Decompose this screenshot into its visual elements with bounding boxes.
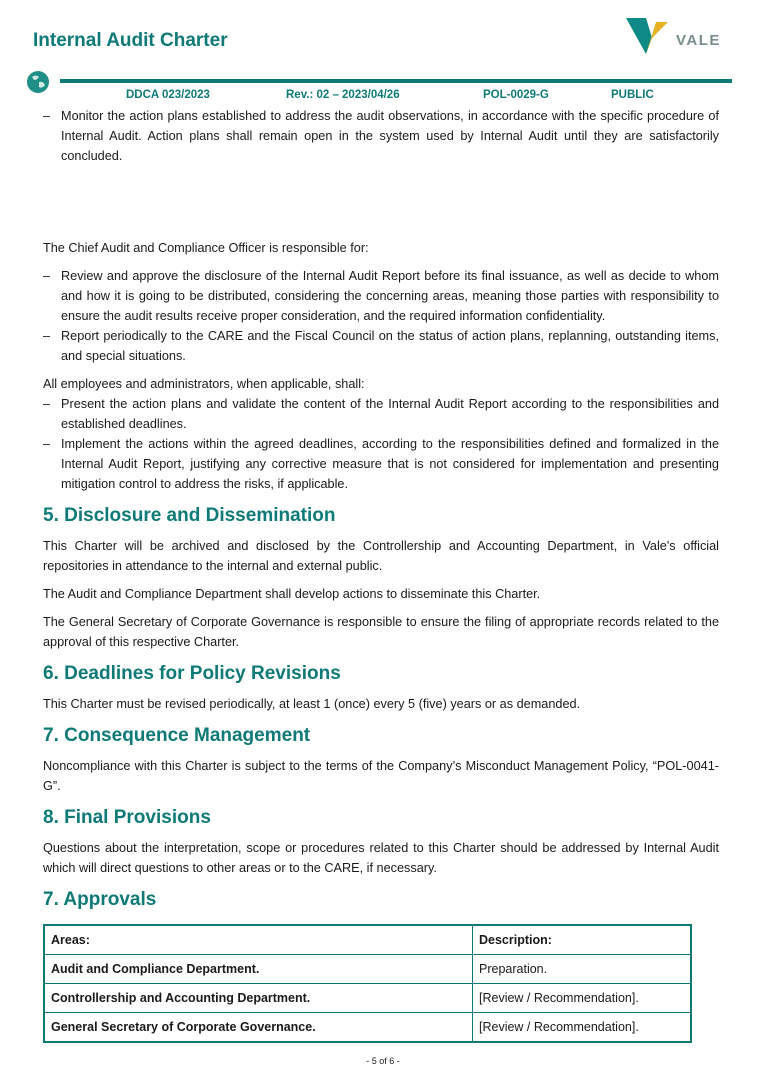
table-header-row (44, 925, 691, 955)
area-cell: General Secretary of Corporate Governance. (44, 1013, 473, 1043)
description-cell: [Review / Recommendation]. (473, 984, 692, 1013)
doc-code: DDCA 023/2023 (126, 89, 210, 101)
list-item: – Present the action plans and validate the content of the Internal Audit Report according to the responsibilities and established deadlines. (43, 394, 719, 434)
classification: PUBLIC (611, 89, 654, 101)
column-header-description: Description: (473, 925, 692, 955)
area-cell: Controllership and Accounting Department. (44, 984, 473, 1013)
revision: Rev.: 02 – 2023/04/26 (286, 89, 400, 101)
table-row (44, 1013, 691, 1043)
paragraph: Questions about the interpretation, scope or procedures related to this Charter should be addressed by Internal Audit which will direct questions to other areas or to the CARE, if necessary. (43, 841, 719, 875)
vale-logo-icon (624, 16, 672, 56)
paragraph: Noncompliance with this Charter is subject to the terms of the Company’s Misconduct Management Policy, “POL-0041-G”. (43, 759, 719, 793)
paragraph: All employees and administrators, when applicable, shall: (43, 377, 365, 391)
section-heading: 5. Disclosure and Dissemination (43, 505, 336, 526)
column-header-areas: Areas: (44, 925, 473, 955)
spacer (43, 174, 719, 238)
page-number: - 5 of 6 - (366, 1056, 400, 1066)
policy-code: POL-0029-G (483, 89, 549, 101)
section-heading: 8. Final Provisions (43, 807, 211, 828)
list-item: – Review and approve the disclosure of the Internal Audit Report before its final issuance, as well as decide to whom and how it is going to be distributed, considering the concerning areas, meaning those parties with responsibility to ensure the audit results receive proper consideration, and the required information confidentiality. (43, 266, 719, 326)
list-employees (43, 394, 719, 494)
paragraph: The Audit and Compliance Department shall develop actions to disseminate this Charter. (43, 587, 541, 601)
table-row (44, 984, 691, 1013)
header-rule (60, 79, 732, 83)
page-content (43, 106, 719, 1043)
vale-logo (624, 16, 724, 56)
list-caco (43, 266, 719, 366)
paragraph: This Charter will be archived and disclosed by the Controllership and Accounting Department, in Vale's official repositories in attendance to the internal and external public. (43, 539, 719, 573)
table-row (44, 955, 691, 984)
section-heading: 7. Approvals (43, 889, 157, 910)
description-cell: Preparation. (473, 955, 692, 984)
list-item: – Report periodically to the CARE and the Fiscal Council on the status of action plans, replanning, outstanding items, and special situations. (43, 326, 719, 366)
paragraph: The Chief Audit and Compliance Officer is responsible for: (43, 241, 369, 255)
description-cell: [Review / Recommendation]. (473, 1013, 692, 1043)
section-heading: 6. Deadlines for Policy Revisions (43, 663, 341, 684)
area-cell: Audit and Compliance Department. (44, 955, 473, 984)
document-title: Internal Audit Charter (33, 30, 228, 51)
list-top (43, 106, 719, 166)
approvals-table (43, 924, 692, 1043)
list-item: – Implement the actions within the agreed deadlines, according to the responsibilities defined and formalized in the Internal Audit Report, justifying any corrective measure that is not considered for implementation and presenting mitigation control to address the risks, if applicable. (43, 434, 719, 494)
globe-icon (27, 71, 49, 93)
logo-wordmark: VALE (676, 32, 721, 49)
paragraph: This Charter must be revised periodically, at least 1 (once) every 5 (five) years or as demanded. (43, 697, 581, 711)
section-heading: 7. Consequence Management (43, 725, 311, 746)
list-item: – Monitor the action plans established to address the audit observations, in accordance with the specific procedure of Internal Audit. Action plans shall remain open in the system used by Internal Audit until they are satisfactorily concluded. (43, 106, 719, 166)
paragraph: The General Secretary of Corporate Governance is responsible to ensure the filing of appropriate records related to the approval of this respective Charter. (43, 615, 719, 649)
